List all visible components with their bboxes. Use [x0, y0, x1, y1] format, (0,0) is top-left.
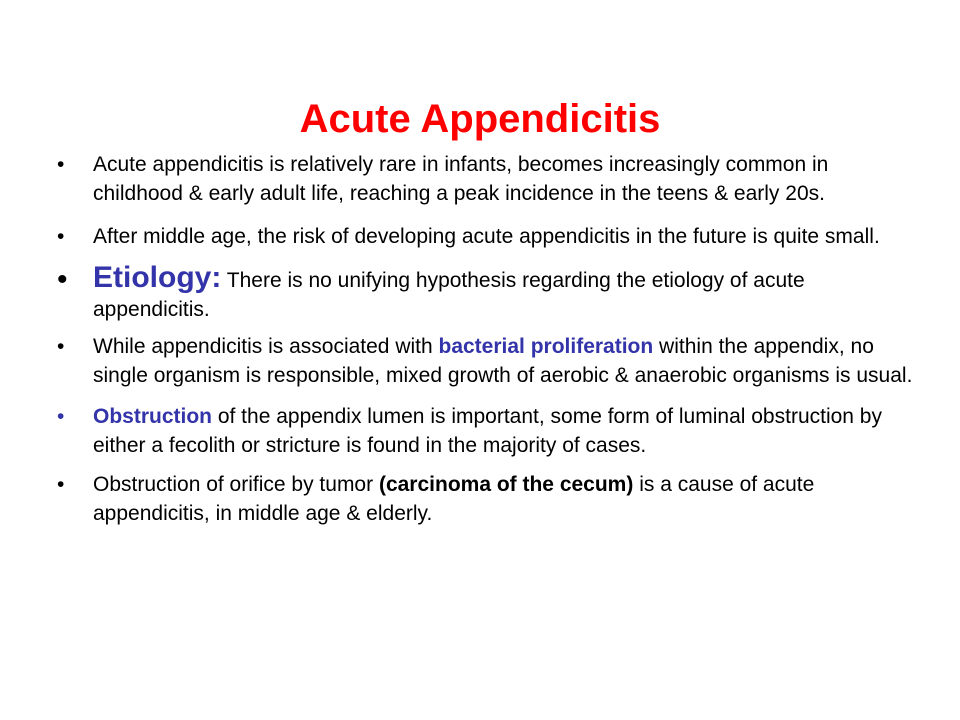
bullet-text-post: is a cause of acute appendicitis, in middle age & elderly. [93, 473, 815, 525]
bullet-item-obstruction [57, 402, 917, 460]
bullet-text-post: of the appendix lumen is important, some form of luminal obstruction by either a fecolith or stricture is found in the majority of cases. [93, 405, 882, 457]
bullet-dot-icon: • [57, 405, 65, 428]
bullet-list [57, 150, 917, 528]
bullet-item-middle-age [57, 222, 917, 251]
bullet-item-bacterial [57, 332, 917, 390]
bullet-dot-icon: • [57, 153, 65, 176]
bullet-text: After middle age, the risk of developing acute appendicitis in the future is quite small. [93, 225, 880, 248]
bullet-item-tumor [57, 470, 917, 528]
bullet-dot-icon: • [57, 225, 65, 248]
bullet-text-pre: Obstruction of orifice by tumor [93, 473, 379, 496]
bullet-dot-icon: • [57, 263, 68, 296]
bullet-dot-icon: • [57, 473, 65, 496]
etiology-heading: Etiology: [93, 261, 222, 294]
bullet-text-pre: While appendicitis is associated with [93, 335, 439, 358]
carcinoma-bold-text: (carcinoma of the cecum) [378, 473, 634, 496]
bullet-text-post: within the appendix, no single organism is responsible, mixed growth of aerobic & anaerobic organisms is usual. [93, 335, 913, 387]
bullet-text: There is no unifying hypothesis regarding the etiology of acute appendicitis. [93, 269, 805, 321]
bullet-item-incidence [57, 150, 917, 208]
slide-title: Acute Appendicitis [299, 96, 661, 141]
bullet-item-etiology [57, 263, 917, 324]
bacterial-proliferation-highlight: bacterial proliferation [438, 335, 654, 358]
bullet-dot-icon: • [57, 335, 65, 358]
obstruction-highlight: Obstruction [93, 405, 212, 428]
bullet-text: Acute appendicitis is relatively rare in infants, becomes increasingly common in childhood & early adult life, reaching a peak incidence in the teens & early 20s. [93, 153, 829, 205]
